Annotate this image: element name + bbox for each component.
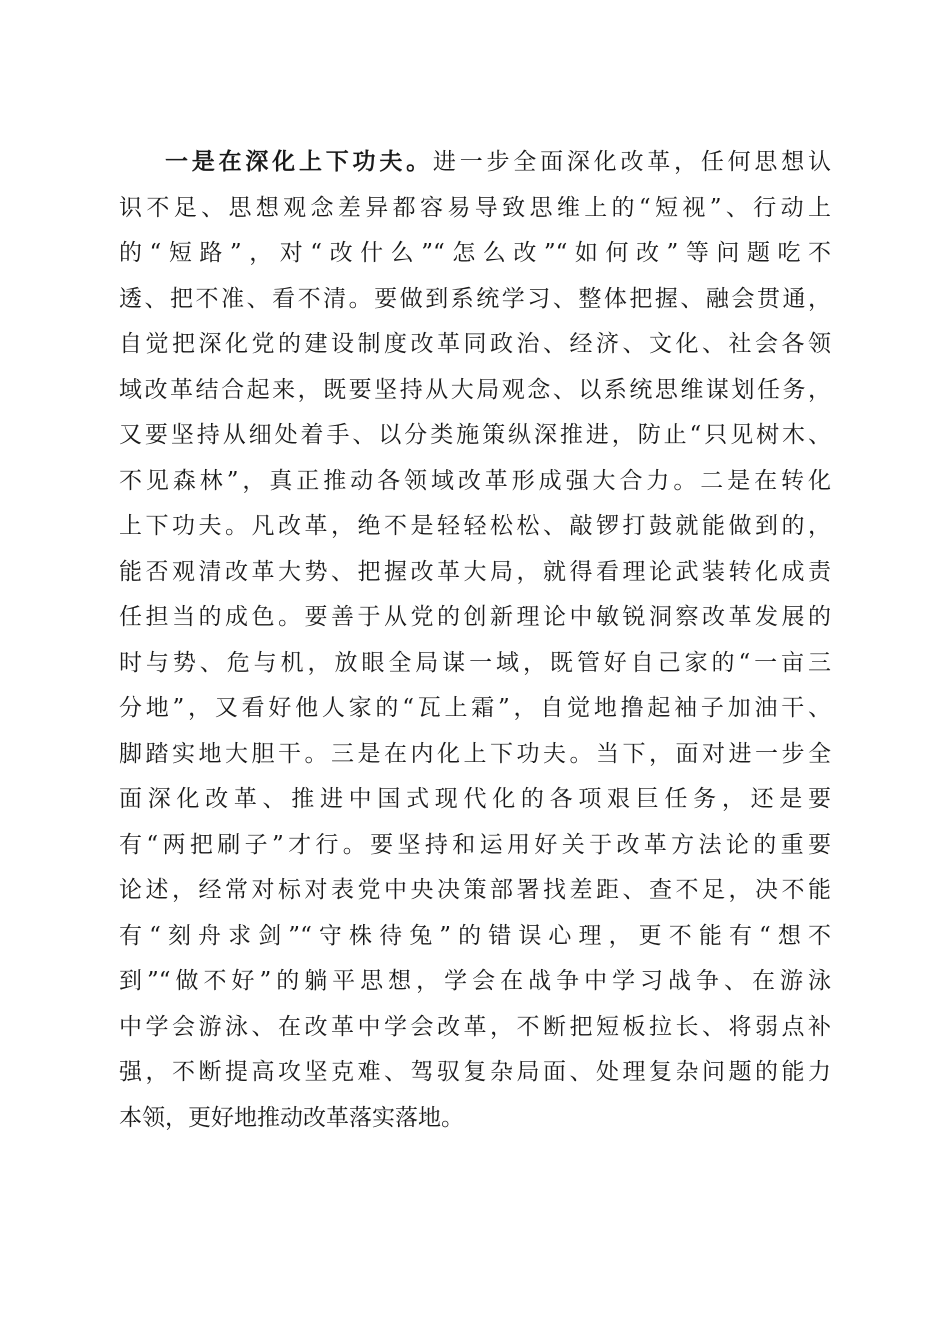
lead-heading: 一是在深化上下功夫。: [165, 149, 433, 175]
paragraph-line: 有“刻舟求剑”“守株待兔”的错误心理，更不能有“想不: [119, 922, 831, 949]
paragraph-line: 又要坚持从细处着手、以分类施策纵深推进，防止“只见树木、: [119, 422, 831, 448]
paragraph-line: 能否观清改革大势、把握改革大局，就得看理论武装转化成责: [119, 558, 831, 585]
paragraph-line: 中学会游泳、在改革中学会改革，不断把短板拉长、将弱点补: [119, 1013, 831, 1040]
paragraph-line: 到”“做不好”的躺平思想，学会在战争中学习战争、在游泳: [119, 968, 831, 994]
paragraph-line: 任担当的成色。要善于从党的创新理论中敏锐洞察改革发展的: [119, 604, 831, 630]
paragraph-line: 强，不断提高攻坚克难、驾驭复杂局面、处理复杂问题的能力: [119, 1059, 831, 1085]
paragraph-line: 脚踏实地大胆干。三是在内化上下功夫。当下，面对进一步全: [119, 740, 831, 767]
body-paragraph: [119, 140, 831, 1141]
paragraph-line: 论述，经常对标对表党中央决策部署找差距、查不足，决不能: [119, 877, 831, 903]
paragraph-line: 时与势、危与机，放眼全局谋一域，既管好自己家的“一亩三: [119, 649, 831, 676]
paragraph-line: 有“两把刷子”才行。要坚持和运用好关于改革方法论的重要: [119, 831, 831, 858]
paragraph-line: [119, 140, 831, 186]
paragraph-line: 透、把不准、看不清。要做到系统学习、整体把握、融会贯通，: [119, 285, 831, 312]
paragraph-line: 上下功夫。凡改革，绝不是轻轻松松、敲锣打鼓就能做到的，: [119, 513, 831, 539]
paragraph-line: 本领，更好地推动改革落实落地。: [119, 1104, 464, 1131]
paragraph-line: 面深化改革、推进中国式现代化的各项艰巨任务，还是要: [119, 786, 831, 812]
line-text: 进一步全面深化改革，任何思想认: [432, 149, 832, 175]
paragraph-line: 识不足、思想观念差异都容易导致思维上的“短视”、行动上: [119, 194, 831, 221]
paragraph-line: 的“短路”，对“改什么”“怎么改”“如何改”等问题吃不: [119, 240, 831, 266]
paragraph-line: 自觉把深化党的建设制度改革同政治、经济、文化、社会各领: [119, 331, 831, 357]
paragraph-line: 域改革结合起来，既要坚持从大局观念、以系统思维谋划任务，: [119, 376, 831, 403]
paragraph-line: 分地”，又看好他人家的“瓦上霜”，自觉地撸起袖子加油干、: [119, 695, 831, 721]
paragraph-line: 不见森林”，真正推动各领域改革形成强大合力。二是在转化: [119, 467, 831, 494]
